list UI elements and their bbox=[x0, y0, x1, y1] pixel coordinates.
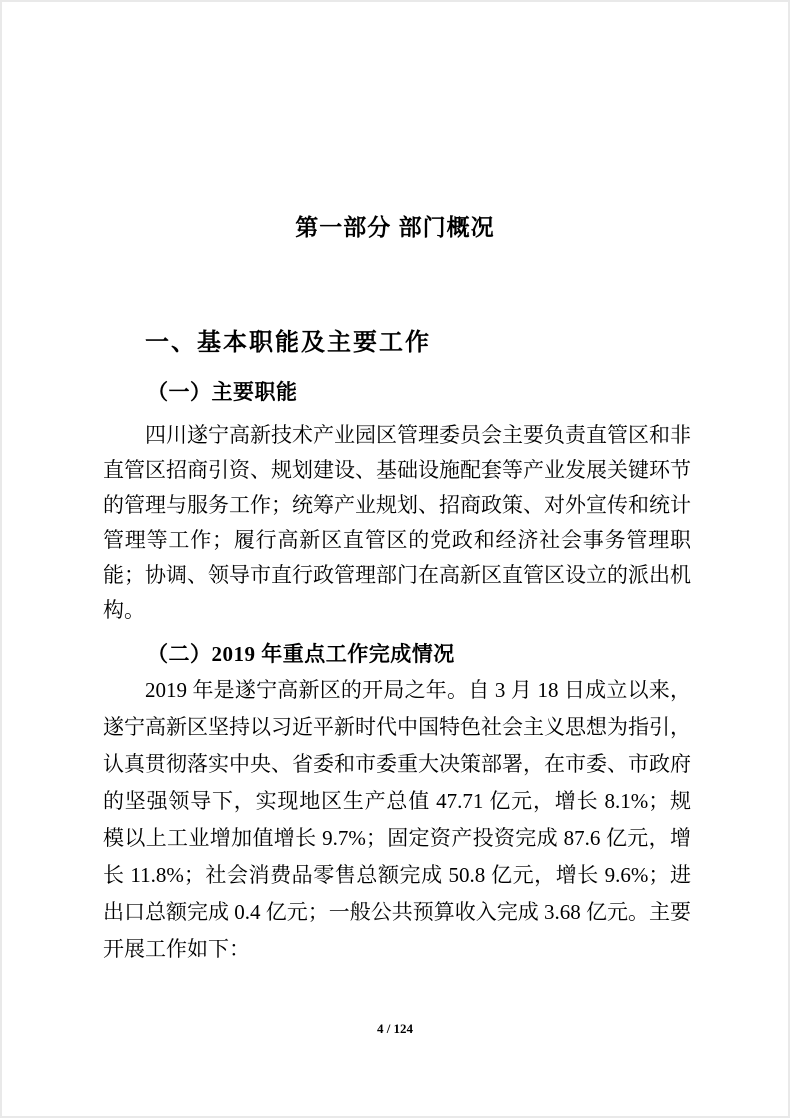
subsection-1-paragraph: 四川遂宁高新技术产业园区管理委员会主要负责直管区和非直管区招商引资、规划建设、基础设施配套等产业发展关键环节的管理与服务工作；统筹产业规划、招商政策、对外宣传和统计管理等工作；履行高新区直管区的党政和经济社会事务管理职能；协调、领导市直行政管理部门在高新区直管区设立的派出机构。 bbox=[103, 423, 691, 622]
subsection-1-heading-main-functions: （一）主要职能 bbox=[147, 380, 298, 404]
page-number-indicator: 4 / 124 bbox=[376, 1021, 414, 1036]
section-heading-basic-functions: 一、基本职能及主要工作 bbox=[145, 329, 431, 356]
subsection-2-paragraph: 2019 年是遂宁高新区的开局之年。自 3 月 18 日成立以来，遂宁高新区坚持以习近平新时代中国特色社会主义思想为指引，认真贯彻落实中央、省委和市委重大决策部署，在市委、市政府的坚强领导下，实现地区生产总值 47.71 亿元，增长 8.1%；规模以上工业增加值增长 9.7%；固定资产投资完成 87.6 亿元，增长 11.8%；社会消费品零售总额完成 50.8 亿元，增长 9.6%；进出口总额完成 0.4 亿元；一般公共预算收入完成 3.68 亿元。主要开展工作如下： bbox=[103, 678, 691, 961]
document-title: 第一部分 部门概况 bbox=[295, 214, 495, 240]
subsection-2-heading-2019-key-work: （二）2019 年重点工作完成情况 bbox=[147, 642, 455, 666]
